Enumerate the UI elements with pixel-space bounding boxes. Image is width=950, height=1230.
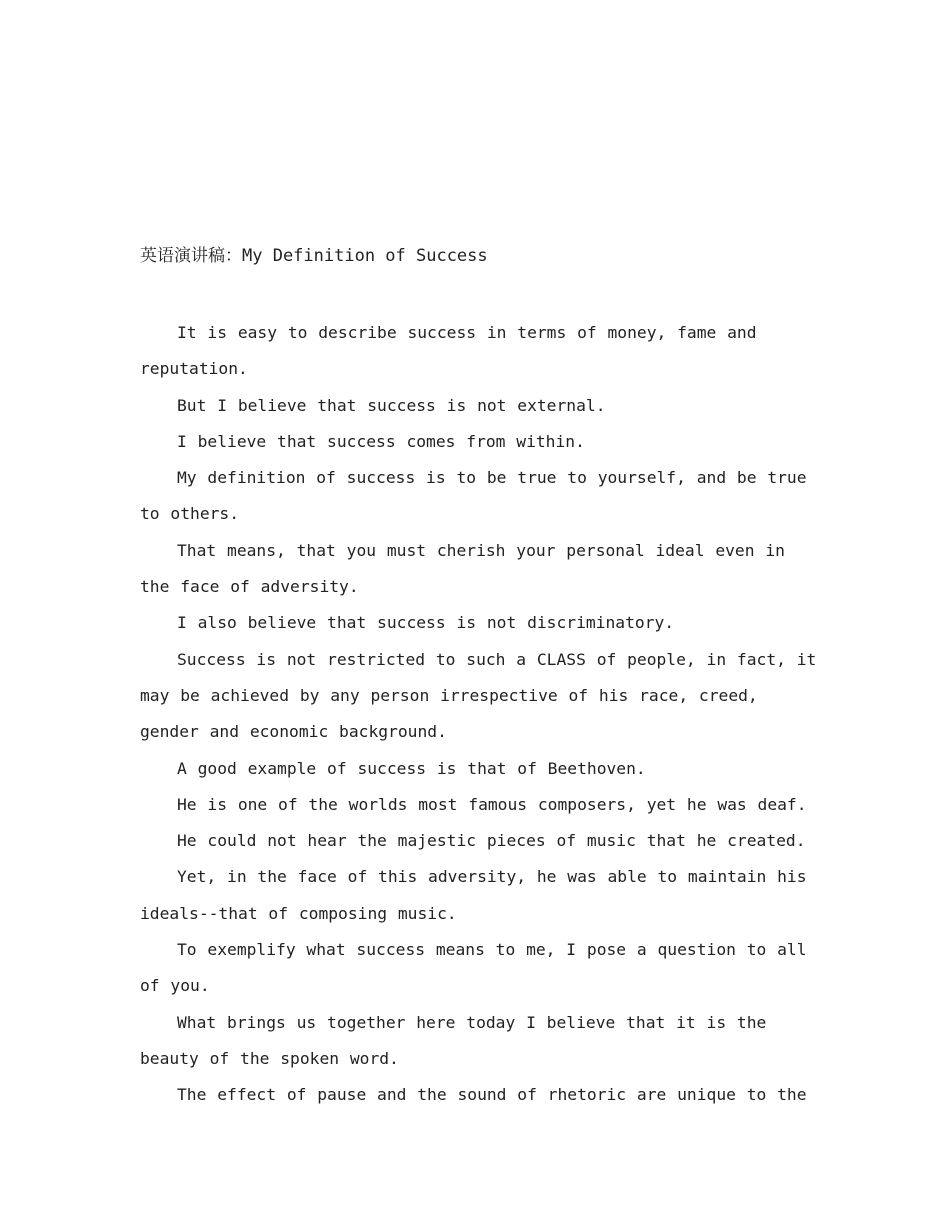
paragraph: He is one of the worlds most famous composers, yet he was deaf. xyxy=(177,794,807,814)
paragraph: To exemplify what success means to me, I pose a question to all of you. xyxy=(140,940,807,996)
paragraph: Yet, in the face of this adversity, he was able to maintain his ideals--that of composing music. xyxy=(140,867,807,923)
paragraph: But I believe that success is not external. xyxy=(177,395,606,415)
paragraph: He could not hear the majestic pieces of music that he created. xyxy=(177,831,806,851)
paragraph: It is easy to describe success in terms of money, fame and reputation. xyxy=(140,323,757,379)
paragraph: I also believe that success is not discriminatory. xyxy=(177,613,675,633)
paragraph: Success is not restricted to such a CLASS of people, in fact, it may be achieved by any person irrespective of his race, creed, gender and economic background. xyxy=(140,649,817,742)
document-body xyxy=(140,315,820,1114)
paragraph: What brings us together here today I believe that it is the beauty of the spoken word. xyxy=(140,1012,767,1068)
document-title: 英语演讲稿：My Definition of Success xyxy=(140,246,488,266)
paragraph: I believe that success comes from within. xyxy=(177,431,585,451)
paragraph: A good example of success is that of Beethoven. xyxy=(177,758,646,778)
paragraph: That means, that you must cherish your personal ideal even in the face of adversity. xyxy=(140,540,785,597)
paragraph: My definition of success is to be true to yourself, and be true to others. xyxy=(140,468,807,524)
paragraph: The effect of pause and the sound of rhetoric are unique to the xyxy=(177,1085,807,1105)
